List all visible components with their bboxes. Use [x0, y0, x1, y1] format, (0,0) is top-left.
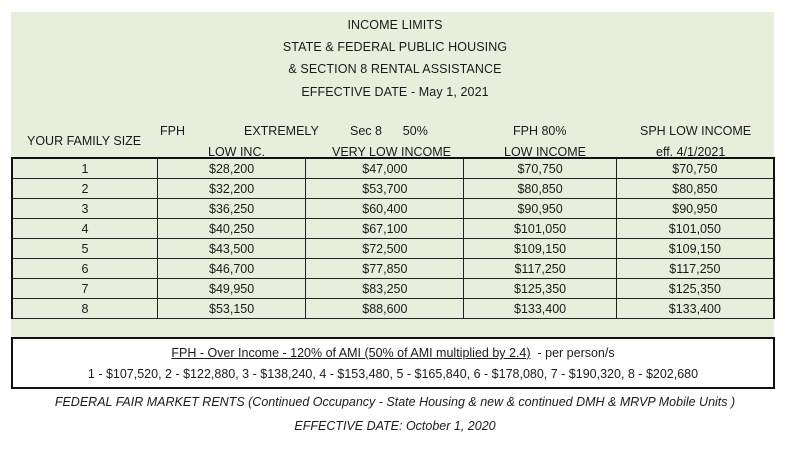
extremely-low-income-cell: $36,250 [158, 199, 306, 219]
very-low-income-cell: $67,100 [306, 219, 464, 239]
over-income-suffix: - per person/s [530, 346, 615, 360]
footer-effective-date: EFFECTIVE DATE: October 1, 2020 [294, 419, 496, 433]
very-low-income-cell: $83,250 [306, 279, 464, 299]
header-very-low-income: VERY LOW INCOME [332, 145, 452, 159]
low-income-cell: $133,400 [464, 299, 616, 319]
low-income-cell: $70,750 [464, 158, 616, 179]
header-sph-effective: eff. 4/1/2021 [656, 145, 726, 159]
extremely-low-income-cell: $46,700 [158, 259, 306, 279]
table-row [12, 259, 774, 279]
family-size-cell: 1 [12, 158, 158, 179]
extremely-low-income-cell: $49,950 [158, 279, 306, 299]
table-row [12, 158, 774, 179]
sph-low-income-cell: $90,950 [616, 199, 774, 219]
very-low-income-cell: $88,600 [306, 299, 464, 319]
family-size-cell: 7 [12, 279, 158, 299]
family-size-cell: 8 [12, 299, 158, 319]
extremely-low-income-cell: $32,200 [158, 179, 306, 199]
sph-low-income-cell: $109,150 [616, 239, 774, 259]
header-sec8-50: Sec 8 50% [350, 124, 428, 138]
low-income-cell: $117,250 [464, 259, 616, 279]
low-income-cell: $101,050 [464, 219, 616, 239]
low-income-cell: $90,950 [464, 199, 616, 219]
header-low-income: LOW INCOME [504, 145, 586, 159]
very-low-income-cell: $77,850 [306, 259, 464, 279]
table-row [12, 239, 774, 259]
header-extremely: EXTREMELY [244, 124, 319, 138]
title-public-housing: STATE & FEDERAL PUBLIC HOUSING [282, 40, 508, 54]
table-row [12, 199, 774, 219]
sph-low-income-cell: $125,350 [616, 279, 774, 299]
footer-fair-market-rents: FEDERAL FAIR MARKET RENTS (Continued Occupancy - State Housing & new & continued DMH & MRVP Mobile Units ) [54, 395, 736, 409]
income-limits-table [11, 157, 775, 319]
sph-low-income-cell: $80,850 [616, 179, 774, 199]
extremely-low-income-cell: $43,500 [158, 239, 306, 259]
very-low-income-cell: $53,700 [306, 179, 464, 199]
family-size-cell: 6 [12, 259, 158, 279]
over-income-box [11, 337, 775, 389]
title-section-8: & SECTION 8 RENTAL ASSISTANCE [288, 62, 502, 76]
header-sph-low-income: SPH LOW INCOME [640, 124, 752, 138]
over-income-label: FPH - Over Income - 120% of AMI (50% of AMI multiplied by 2.4) [171, 346, 531, 360]
very-low-income-cell: $60,400 [306, 199, 464, 219]
family-size-cell: 2 [12, 179, 158, 199]
family-size-cell: 5 [12, 239, 158, 259]
table-row [12, 279, 774, 299]
very-low-income-cell: $47,000 [306, 158, 464, 179]
table-row [12, 299, 774, 319]
header-fph-80: FPH 80% [513, 124, 567, 138]
extremely-low-income-cell: $40,250 [158, 219, 306, 239]
low-income-cell: $125,350 [464, 279, 616, 299]
low-income-cell: $109,150 [464, 239, 616, 259]
sph-low-income-cell: $133,400 [616, 299, 774, 319]
family-size-cell: 4 [12, 219, 158, 239]
very-low-income-cell: $72,500 [306, 239, 464, 259]
sph-low-income-cell: $117,250 [616, 259, 774, 279]
table-row [12, 219, 774, 239]
header-low-inc: LOW INC. [208, 145, 265, 159]
sph-low-income-cell: $70,750 [616, 158, 774, 179]
title-effective-date: EFFECTIVE DATE - May 1, 2021 [301, 85, 489, 99]
table-row [12, 179, 774, 199]
extremely-low-income-cell: $53,150 [158, 299, 306, 319]
header-family-size: YOUR FAMILY SIZE [27, 134, 142, 148]
low-income-cell: $80,850 [464, 179, 616, 199]
over-income-values: 1 - $107,520, 2 - $122,880, 3 - $138,240, 4 - $153,480, 5 - $165,840, 6 - $178,080, 7 - $190,320, 8 - $202,680 [87, 367, 699, 381]
header-fph: FPH [160, 124, 185, 138]
sph-low-income-cell: $101,050 [616, 219, 774, 239]
extremely-low-income-cell: $28,200 [158, 158, 306, 179]
family-size-cell: 3 [12, 199, 158, 219]
title-income-limits: INCOME LIMITS [347, 18, 443, 32]
